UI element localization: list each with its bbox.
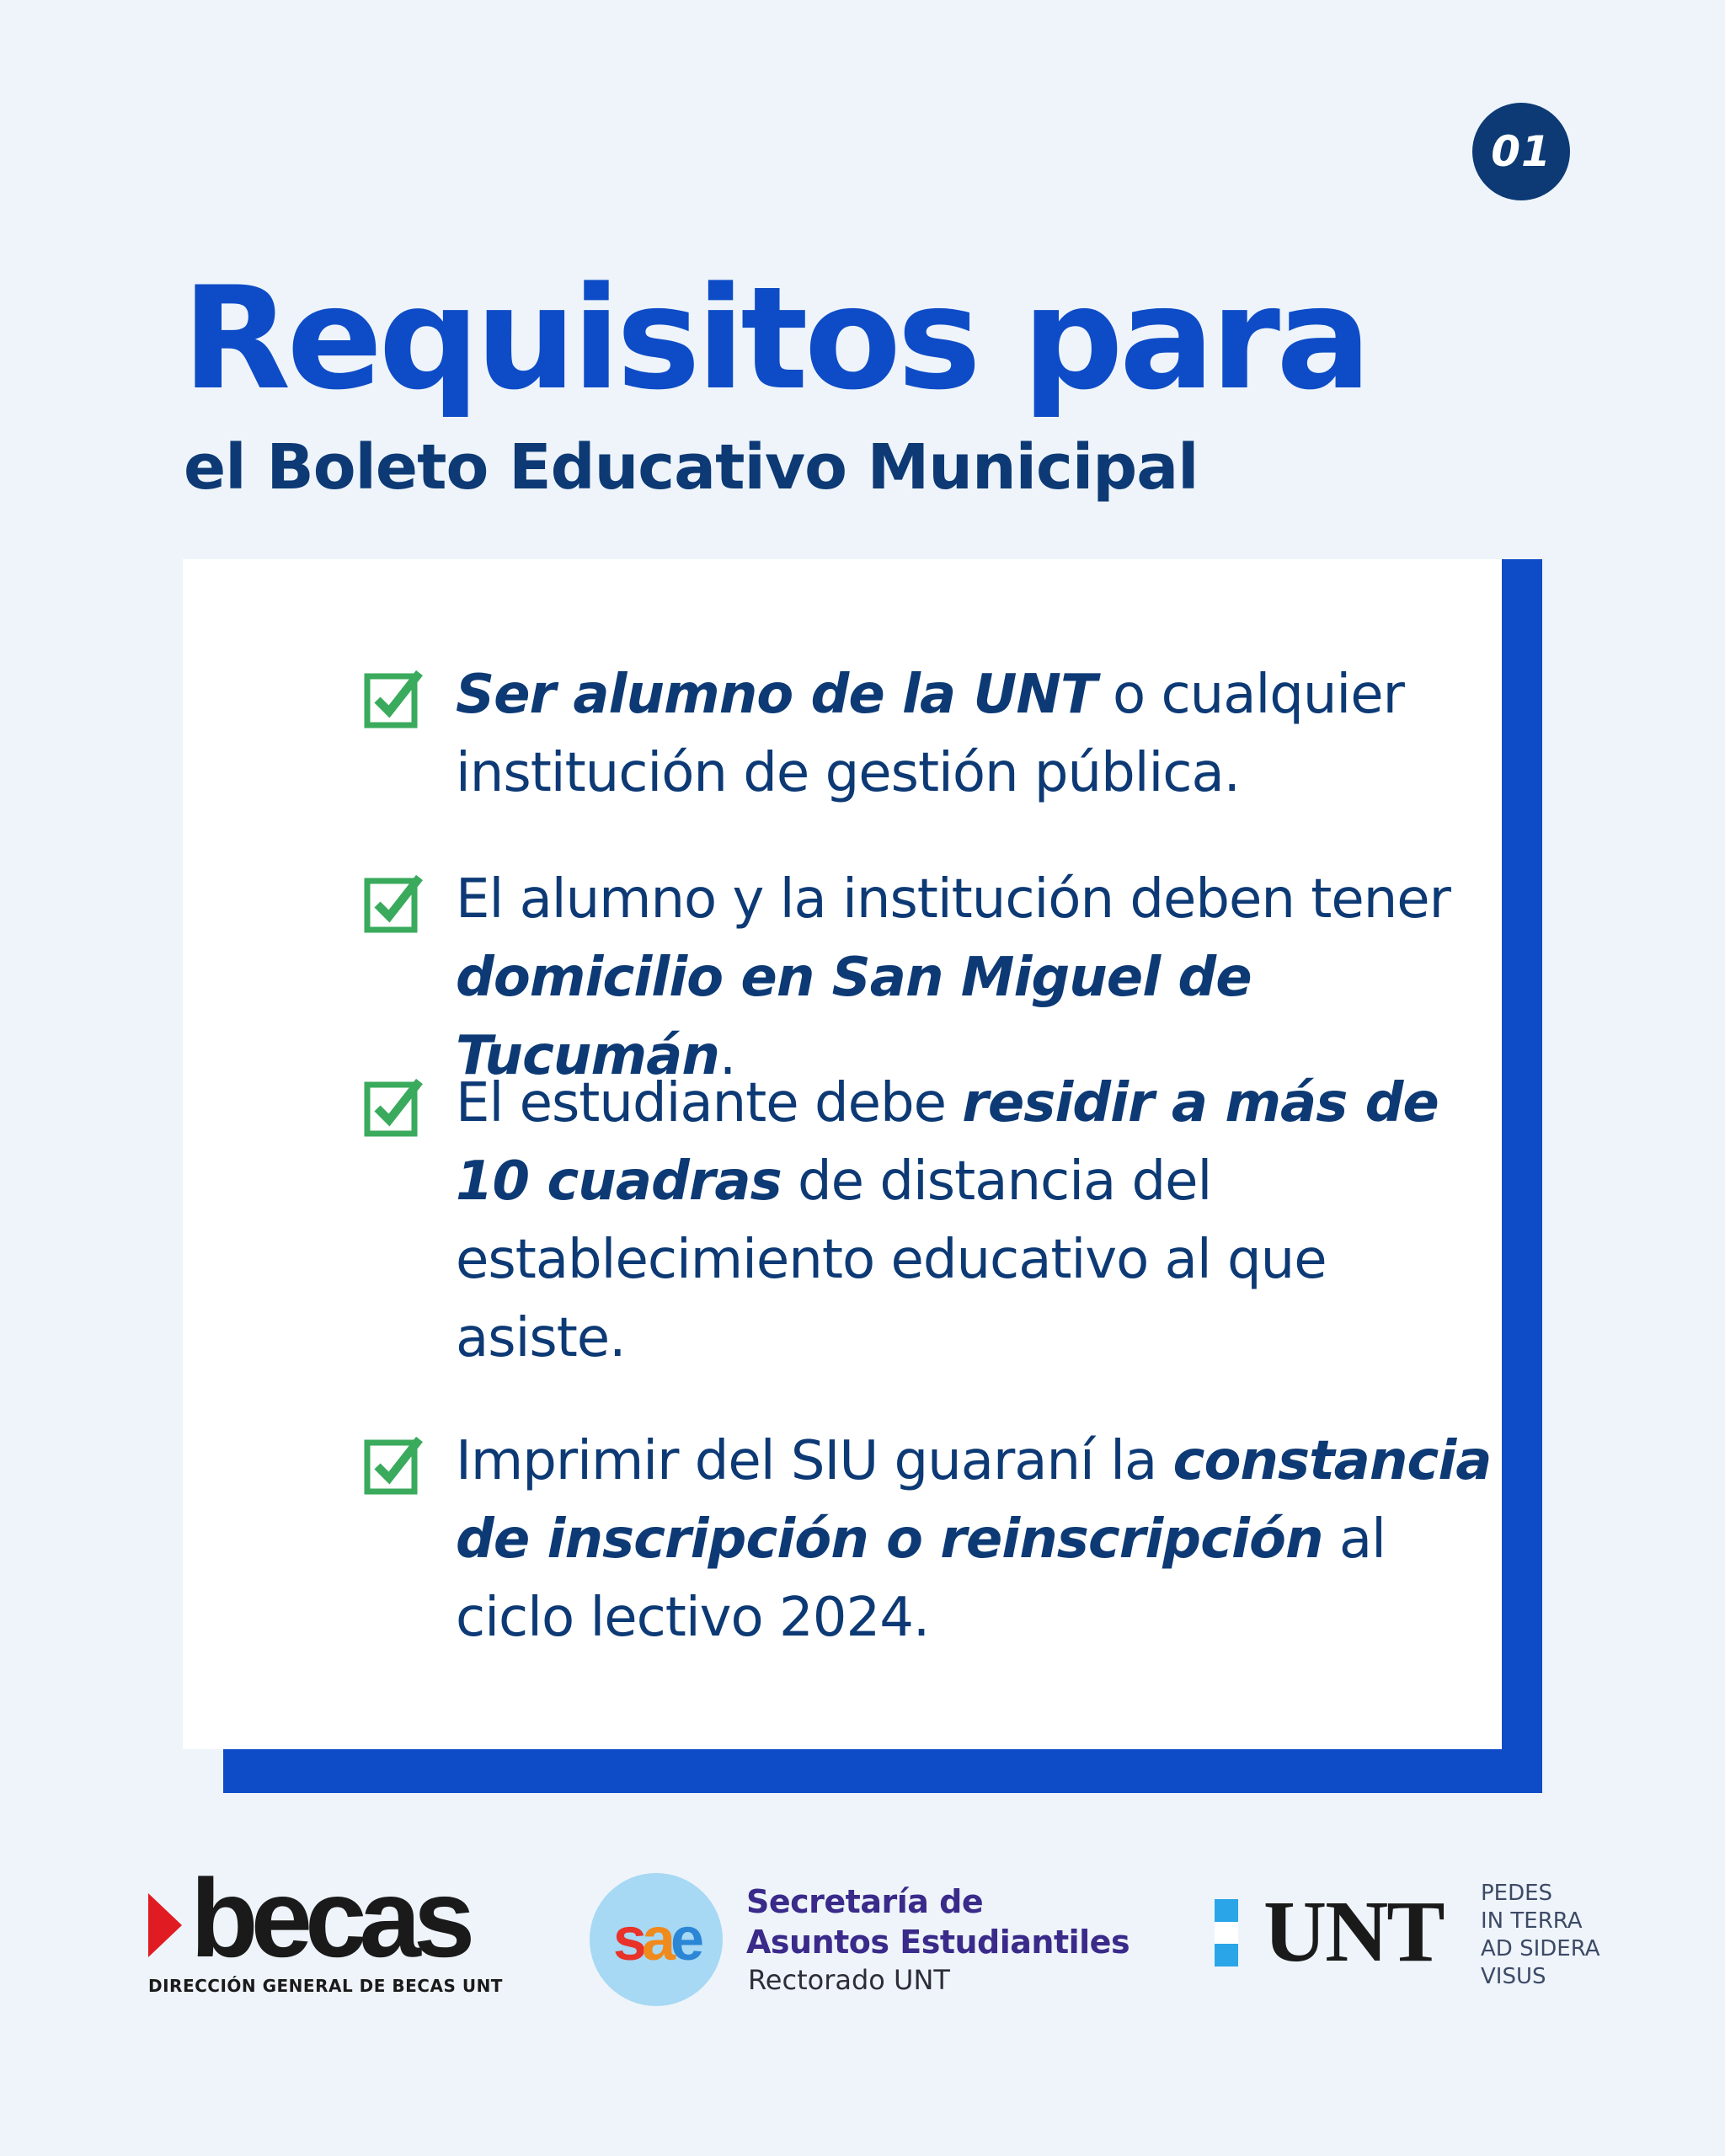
requirement-plain: al ciclo lectivo 2024.	[456, 1508, 1386, 1649]
unt-logo: UNT	[1263, 1883, 1444, 1980]
page-title: Requisitos para	[182, 256, 1368, 421]
requirement-plain: .	[718, 1025, 736, 1087]
requirement-text	[456, 1422, 1493, 1657]
checkbox-checked-icon	[364, 1434, 426, 1497]
sae-logo-letter: e	[670, 1906, 700, 1973]
requirement-emphasis: domicilio en San Miguel de Tucumán	[456, 947, 1252, 1087]
requirement-item	[364, 1065, 1493, 1378]
requirement-item	[364, 1422, 1493, 1657]
unt-motto	[1481, 1880, 1600, 1991]
requirement-text	[456, 861, 1493, 1096]
checkbox-checked-icon	[364, 873, 426, 935]
requirement-plain: o cualquier institución de gestión pública.	[456, 664, 1404, 804]
unt-motto-line: VISUS	[1481, 1964, 1546, 1989]
becas-arrow-icon	[148, 1893, 182, 1957]
page-subtitle: el Boleto Educativo Municipal	[184, 431, 1199, 504]
requirement-text	[456, 1065, 1493, 1378]
becas-logo-subtitle: DIRECCIÓN GENERAL DE BECAS UNT	[148, 1976, 503, 1996]
requirement-emphasis: constancia de inscripción o reinscripción	[456, 1430, 1492, 1571]
requirement-plain: El estudiante debe	[456, 1072, 963, 1134]
page-number-badge: 01	[1472, 103, 1570, 200]
requirement-item	[364, 656, 1493, 813]
checkbox-checked-icon	[364, 1076, 426, 1139]
requirement-plain: Imprimir del SIU guaraní la	[456, 1430, 1173, 1492]
requirement-item	[364, 861, 1493, 1096]
sae-name-line3: Rectorado UNT	[748, 1964, 950, 1996]
unt-motto-line: PEDES	[1481, 1881, 1553, 1906]
requirement-plain: El alumno y la institución deben tener	[456, 868, 1450, 931]
becas-logo: becas	[190, 1856, 468, 1980]
requirement-emphasis: Ser alumno de la UNT	[456, 664, 1097, 726]
sae-name-line2: Asuntos Estudiantiles	[746, 1924, 1130, 1961]
requirement-text	[456, 656, 1493, 813]
unt-motto-line: AD SIDERA	[1481, 1936, 1600, 1961]
checkbox-checked-icon	[364, 668, 426, 730]
unt-motto-line: IN TERRA	[1481, 1908, 1583, 1934]
requirements-card	[183, 559, 1502, 1749]
sae-logo	[590, 1873, 723, 2006]
sae-logo-letter: s	[612, 1906, 642, 1973]
requirement-plain: de distancia del establecimiento educativo al que asiste.	[456, 1150, 1327, 1369]
sae-logo-letter: a	[641, 1906, 671, 1973]
requirement-emphasis: residir a más de 10 cuadras	[456, 1072, 1439, 1213]
sae-name-line1: Secretaría de	[746, 1883, 984, 1920]
argentina-flag-icon	[1215, 1899, 1238, 1967]
